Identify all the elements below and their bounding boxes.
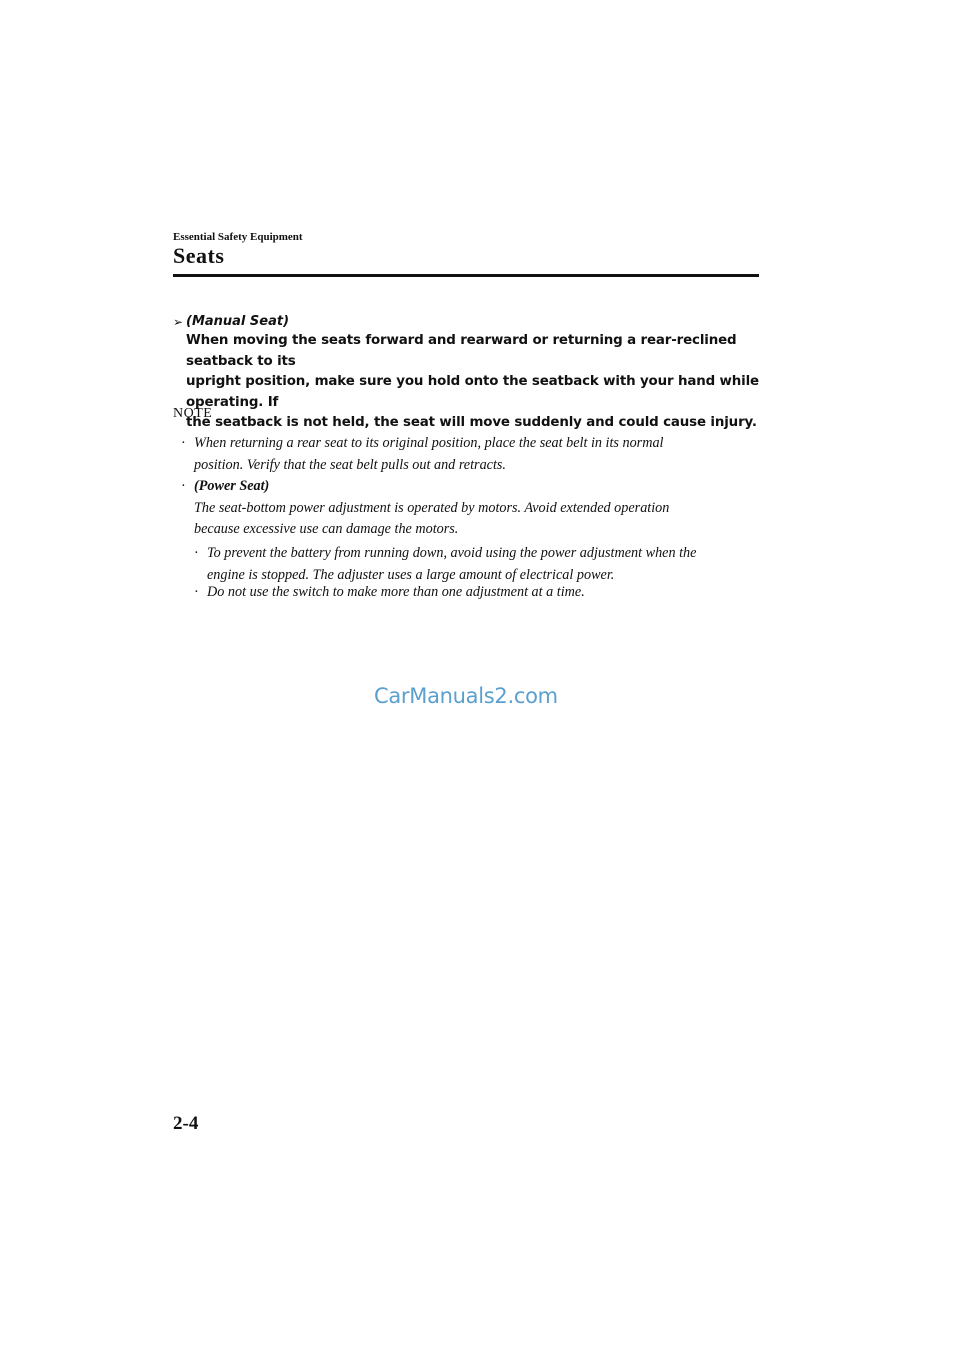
bullet-dot-icon: · xyxy=(194,584,199,600)
section-label: Essential Safety Equipment xyxy=(173,231,303,243)
watermark-link[interactable]: CarManuals2.com xyxy=(374,684,558,708)
warning-heading xyxy=(173,312,763,331)
note-line: engine is stopped. The adjuster uses a large amount of electrical power. xyxy=(207,566,615,583)
note-item xyxy=(181,476,771,541)
page-title: Seats xyxy=(173,243,225,268)
warning-line: upright position, make sure you hold onto the seatback with your hand while operating. If xyxy=(186,374,759,410)
warning-block xyxy=(173,312,763,434)
note-label: NOTE xyxy=(173,406,213,421)
warning-line: When moving the seats forward and rearward or returning a rear-reclined seatback to its xyxy=(186,333,737,369)
note-item xyxy=(181,433,771,476)
title-divider xyxy=(173,274,759,277)
warning-line: the seatback is not held, the seat will move suddenly and could cause injury. xyxy=(186,415,757,430)
note-subitem xyxy=(194,543,774,586)
arrow-right-icon: ➢ xyxy=(173,314,184,329)
note-line: The seat-bottom power adjustment is operated by motors. Avoid extended operation xyxy=(194,499,670,516)
page-number: 2-4 xyxy=(173,1113,199,1134)
bullet-dot-icon: · xyxy=(181,478,186,494)
note-line: To prevent the battery from running down, avoid using the power adjustment when the xyxy=(207,545,697,561)
bullet-dot-icon: · xyxy=(194,545,199,561)
note-item-heading: (Power Seat) xyxy=(194,478,270,494)
note-line: Do not use the switch to make more than one adjustment at a time. xyxy=(207,584,585,600)
note-line: because excessive use can damage the motors. xyxy=(194,521,459,537)
bullet-dot-icon: · xyxy=(181,435,186,451)
note-line: position. Verify that the seat belt pulls out and retracts. xyxy=(194,456,506,473)
note-subitem xyxy=(194,582,774,604)
note-line: When returning a rear seat to its original position, place the seat belt in its normal xyxy=(194,435,664,451)
warning-body xyxy=(186,331,763,434)
warning-heading-text: (Manual Seat) xyxy=(186,314,290,329)
